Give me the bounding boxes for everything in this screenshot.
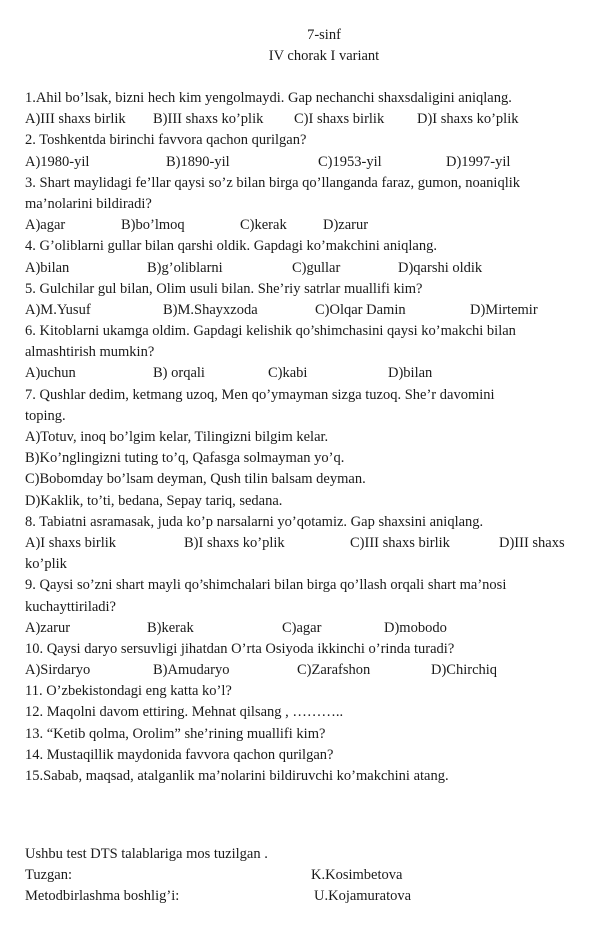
compiler-label: Tuzgan: [25,867,72,883]
question-1-options [25,109,595,130]
q4-option-a: A)bilan [25,259,70,276]
q9-option-b: B)kerak [147,619,194,636]
q7-option-d: D)Kaklik, to’ti, bedana, Sepay tariq, sedana. [25,492,283,509]
q1-option-b: B)III shaxs ko’plik [153,111,264,128]
question-9-options [25,618,595,639]
q3-option-d: D)zarur [323,217,369,234]
q8-option-b: B)I shaxs ko’plik [184,534,285,551]
q10-option-b: B)Amudaryo [153,662,230,679]
q7-option-c: C)Bobomday bo’lsam deyman, Qush tilin balsam deyman. [25,471,366,488]
q1-option-a: A)III shaxs birlik [25,111,126,128]
q10-option-c: C)Zarafshon [297,662,371,679]
question-9-text-line2: kuchayttiriladi? [25,598,116,615]
q8-option-c: C)III shaxs birlik [350,534,450,551]
q1-option-d: D)I shaxs ko’plik [417,111,519,128]
q5-option-b: B)M.Shayxzoda [163,301,258,318]
question-8-text: 8. Tabiatni asramasak, juda ko’p narsalarni yo’qotamiz. Gap shaxsini aniqlang. [25,513,484,530]
q2-option-a: A)1980-yil [25,153,90,170]
question-4-text: 4. G’oliblarni gullar bilan qarshi oldik. Gapdagi ko’makchini aniqlang. [25,238,437,255]
question-5-text: 5. Gulchilar gul bilan, Olim usuli bilan. She’riy satrlar muallifi kim? [25,280,423,297]
question-11-text: 11. O’zbekistondagi eng katta ko’l? [25,683,232,700]
q5-option-a: A)M.Yusuf [25,301,91,318]
q2-option-c: C)1953-yil [318,153,382,170]
q8-option-d: D)III shaxs [499,534,565,551]
q8-option-d-wrap: ko’plik [25,556,67,573]
footer-note [25,843,585,865]
question-4-options [25,258,595,279]
q6-option-b: B) orqali [153,365,205,382]
q9-option-c: C)agar [282,619,322,636]
q3-option-b: B)bo’lmoq [121,217,185,234]
question-12-text: 12. Maqolni davom ettiring. Mehnat qilsang , ……….. [25,704,344,721]
q8-option-a: A)I shaxs birlik [25,534,117,551]
question-6-text-line1: 6. Kitoblarni ukamga oldim. Gapdagi kelishik qo’shimchasini qaysi ko’makchi bilan [25,323,516,340]
question-10-options [25,660,595,681]
variant-title: IV chorak I variant [268,48,380,64]
q5-option-d: D)Mirtemir [470,301,538,318]
question-3-text-line2: ma’nolarini bildiradi? [25,195,152,212]
q2-option-d: D)1997-yil [446,153,511,170]
q6-option-a: A)uchun [25,365,76,382]
q4-option-c: C)gullar [292,259,341,276]
head-name: U.Kojamuratova [314,888,412,904]
question-15-text: 15.Sabab, maqsad, atalganlik ma’nolarini bildiruvchi ko’makchini atang. [25,768,449,784]
q1-option-c: C)I shaxs birlik [294,111,385,128]
q9-option-d: D)mobodo [384,619,447,636]
question-1-text: 1.Ahil bo’lsak, bizni hech kim yengolmaydi. Gap nechanchi shaxsdaligini aniqlang. [25,90,512,106]
q3-option-c: C)kerak [240,217,287,234]
q7-option-b: B)Ko’nglingizni tuting to’q, Qafasga solmayman yo’q. [25,450,345,467]
questions-block [25,88,595,787]
q3-option-a: A)agar [25,217,66,234]
q5-option-c: C)Olqar Damin [315,301,406,318]
q10-option-d: D)Chirchiq [431,662,498,679]
q7-option-a: A)Totuv, inoq bo’lgim kelar, Tilingizni bilgim kelar. [25,429,329,445]
question-3-options [25,215,595,236]
compiler-name: K.Kosimbetova [311,867,403,883]
question-7-text-line2: toping. [25,407,66,424]
q6-option-d: D)bilan [388,365,433,382]
footer-note-text: Ushbu test DTS talablariga mos tuzilgan . [25,846,268,862]
q9-option-a: A)zarur [25,619,71,636]
footer-head [25,885,585,907]
question-9-text-line1: 9. Qaysi so’zni shart mayli qo’shimchalari bilan birga qo’llash orqali shart ma’nosi [25,577,507,594]
question-14-text: 14. Mustaqillik maydonida favvora qachon qurilgan? [25,746,334,763]
q4-option-b: B)g’oliblarni [147,259,223,276]
question-8-options [25,533,595,554]
question-6-options [25,363,595,384]
q10-option-a: A)Sirdaryo [25,662,91,679]
question-3-text-line1: 3. Shart maylidagi fe’llar qaysi so’z bilan birga qo’llanganda faraz, gumon, noaniqlik [25,174,521,191]
question-2-text: 2. Toshkentda birinchi favvora qachon qurilgan? [25,132,307,149]
grade-title: 7-sinf [307,27,341,43]
question-6-text-line2: almashtirish mumkin? [25,344,155,361]
question-13-text: 13. “Ketib qolma, Orolim” she’rining muallifi kim? [25,725,326,742]
q4-option-d: D)qarshi oldik [398,259,483,276]
head-label: Metodbirlashma boshlig’i: [25,888,180,904]
question-2-options [25,152,595,173]
footer-compiler [25,864,585,886]
question-5-options [25,300,595,321]
q6-option-c: C)kabi [268,365,308,382]
question-10-text: 10. Qaysi daryo sersuvligi jihatdan O’rta Osiyoda ikkinchi o’rinda turadi? [25,640,455,657]
q2-option-b: B)1890-yil [166,153,230,170]
question-7-text-line1: 7. Qushlar dedim, ketmang uzoq, Men qo’ymayman sizga tuzoq. She’r davomini [25,386,495,403]
